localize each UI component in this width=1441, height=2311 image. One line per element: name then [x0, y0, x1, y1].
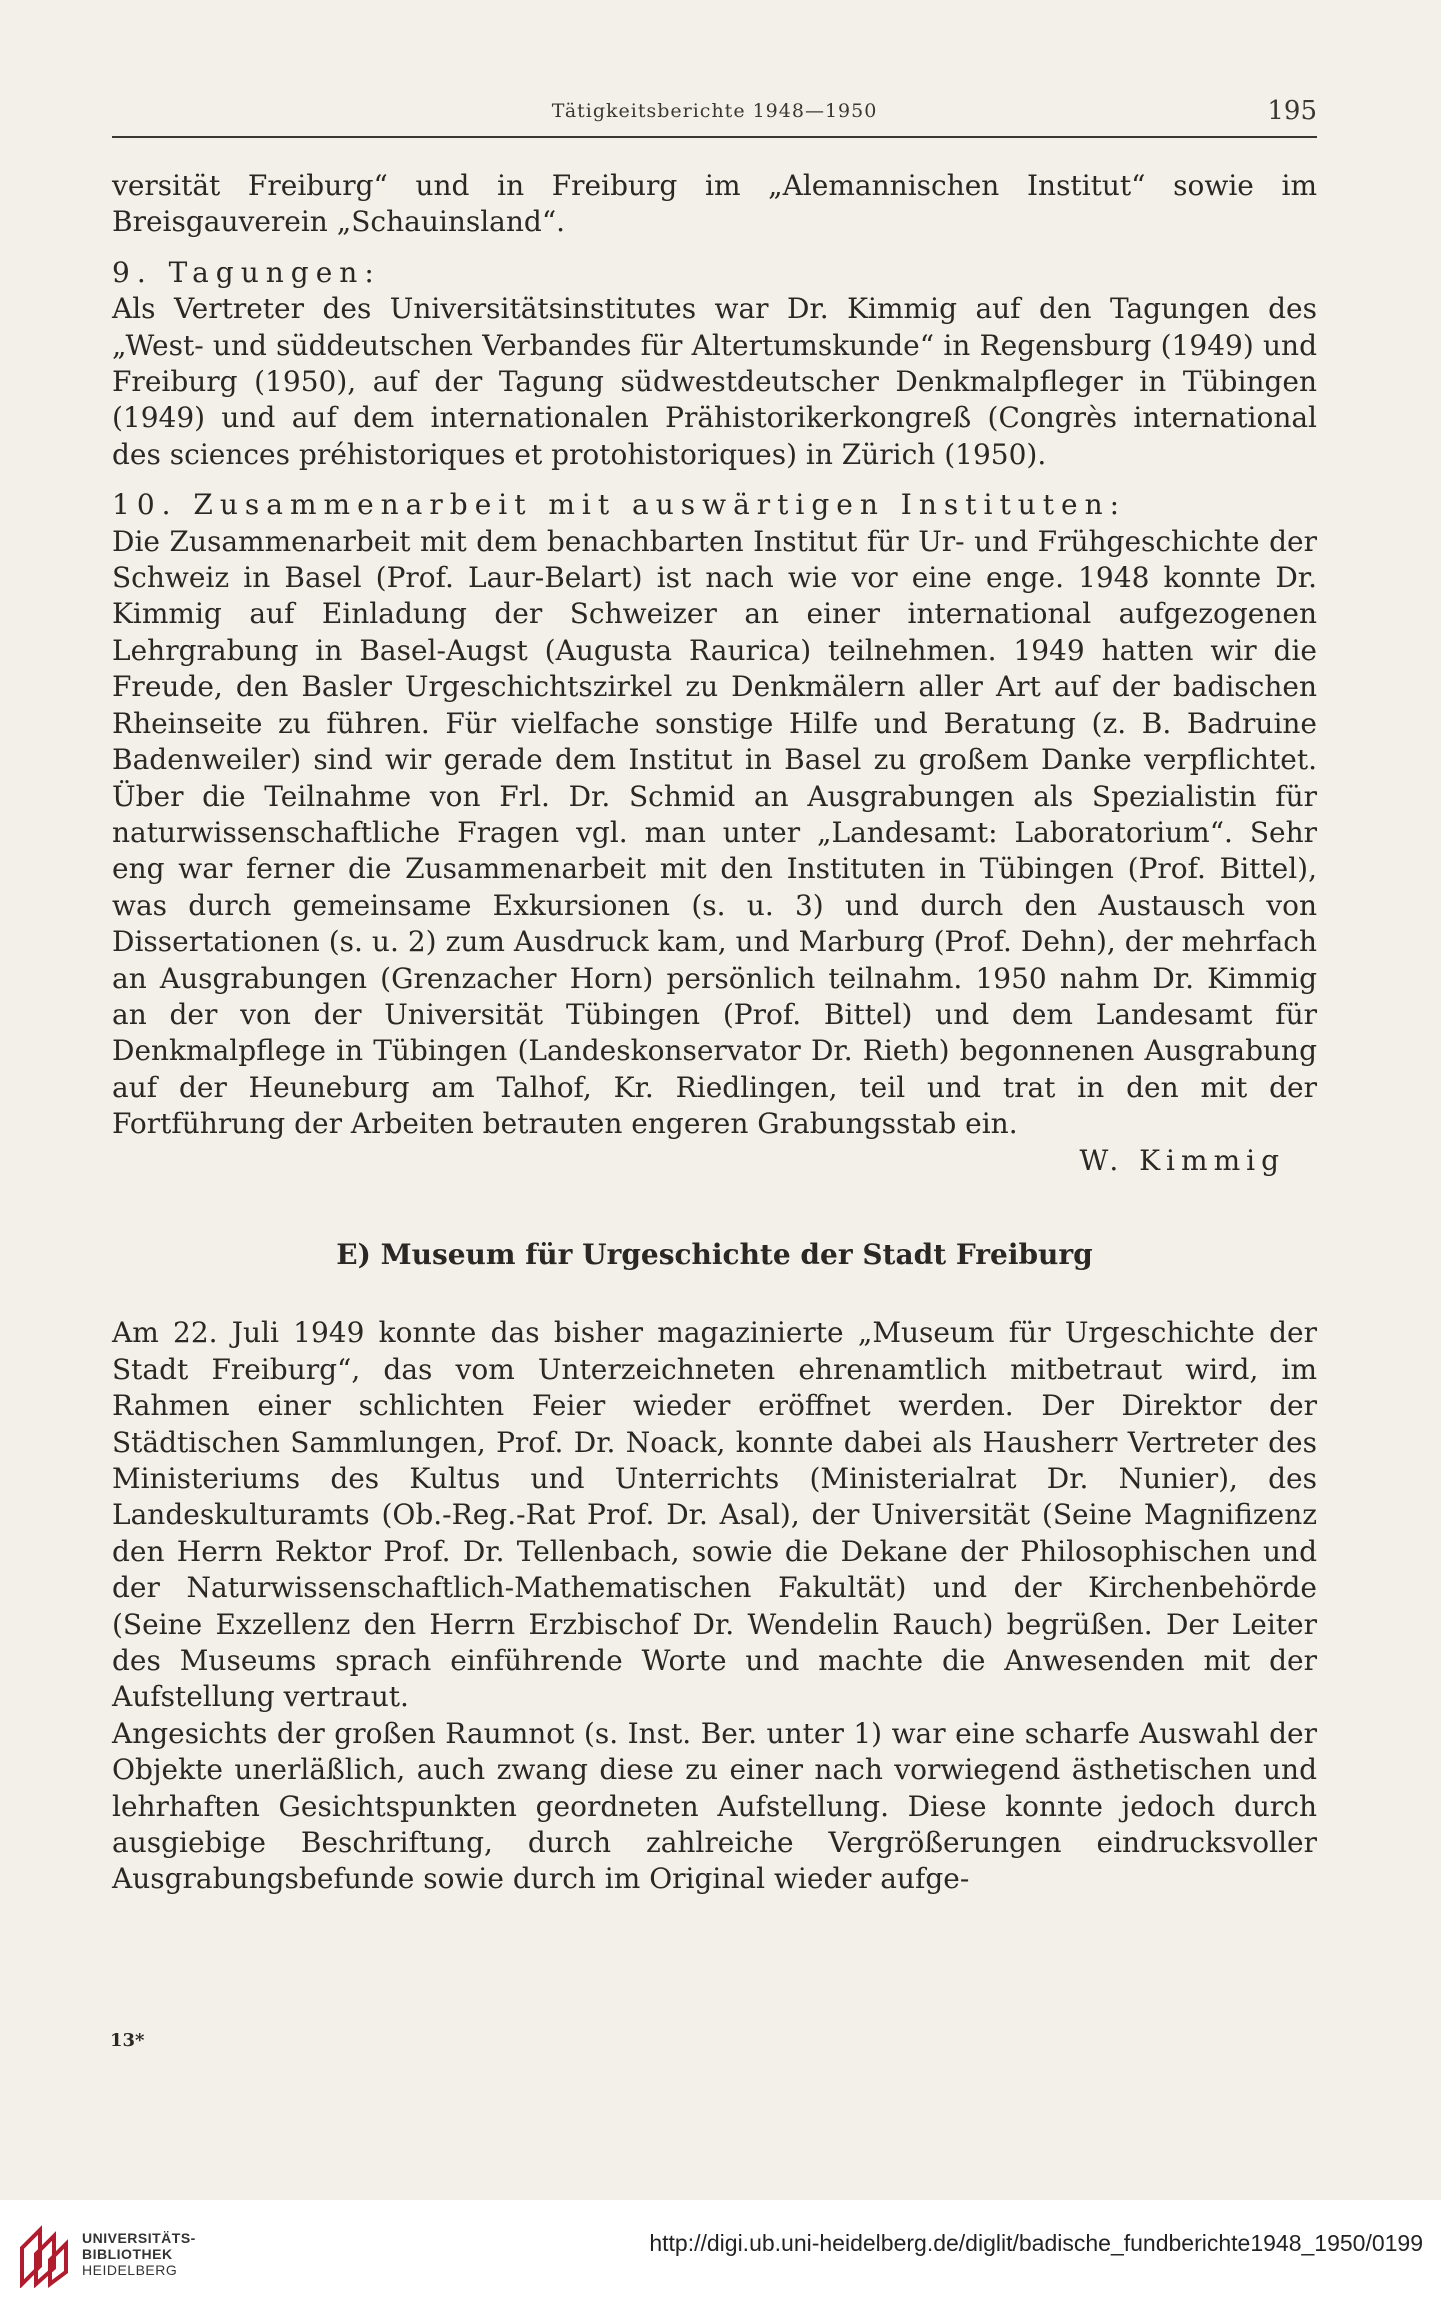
page-header — [112, 96, 1317, 138]
section-e-paragraph-2: Angesichts der großen Raumnot (s. Inst. Ber. unter 1) war eine scharfe Auswahl der Objekte unerläßlich, auch zwang diese zu einer nach vorwiegend ästhetischen und lehrhaften Gesichtspunkten geordneten Aufstellung. Diese konnte jedoch durch ausgiebige Beschriftung, durch zahlreiche Vergrößerungen eindrucksvoller Ausgrabungsbefunde sowie durch im Original wieder aufge- — [112, 1716, 1317, 1896]
section-e-paragraph-1: Am 22. Juli 1949 konnte das bisher magazinierte „Museum für Urgeschichte der Stadt Freiburg“, das vom Unterzeichneten ehrenamtlich mitbetraut wird, im Rahmen einer schlichten Feier wieder eröffnet werden. Der Direktor der Städtischen Sammlungen, Prof. Dr. Noack, konnte dabei als Hausherr Vertreter des Ministeriums des Kultus und Unterrichts (Ministerialrat Dr. Nunier), des Landeskulturamts (Ob.-Reg.-Rat Prof. Dr. Asal), der Universität (Seine Magnifizenz den Herrn Rektor Prof. Dr. Tellenbach, sowie die Dekane der Philosophischen und der Naturwissenschaftlich-Mathematischen Fakultät) und der Kirchenbehörde (Seine Exzellenz den Herrn Erzbischof Dr. Wendelin Rauch) begrüßen. Der Leiter des Museums sprach einführende Worte und machte die Anwesenden mit der Aufstellung vertraut. — [112, 1316, 1317, 1714]
page-number: 195 — [1267, 96, 1317, 126]
signature: W. Kimmig — [1079, 1143, 1285, 1177]
source-url-link[interactable]: http://digi.ub.uni-heidelberg.de/diglit/badische_fundberichte1948_1950/0199 — [649, 2230, 1423, 2256]
digitization-footer — [0, 2200, 1441, 2311]
library-line-1: UNIVERSITÄTS- — [82, 2230, 196, 2246]
section-9-heading: 9. Tagungen: — [112, 255, 381, 289]
page-body — [112, 168, 1317, 1898]
running-title: Tätigkeitsberichte 1948—1950 — [551, 100, 878, 122]
ub-heidelberg-logo-icon — [16, 2224, 72, 2288]
library-line-2: BIBLIOTHEK — [82, 2246, 173, 2262]
section-10-text: Die Zusammenarbeit mit dem benachbarten Institut für Ur- und Frühgeschichte der Schweiz in Basel (Prof. Laur-Belart) ist nach wie vor eine enge. 1948 konnte Dr. Kimmig auf Einladung der Schweizer an einer international aufgezogenen Lehrgrabung in Basel-Augst (Augusta Raurica) teilnehmen. 1949 hatten wir die Freude, den Basler Urgeschichtszirkel zu Denkmälern aller Art auf der badischen Rheinseite zu führen. Für vielfache sonstige Hilfe und Beratung (z. B. Badruine Badenweiler) sind wir gerade dem Institut in Basel zu großem Danke verpflichtet. Über die Teilnahme von Frl. Dr. Schmid an Ausgrabungen als Spezialistin für naturwissenschaftliche Fragen vgl. man unter „Landesamt: Laboratorium“. Sehr eng war ferner die Zusammenarbeit mit den Instituten in Tübingen (Prof. Bittel), was durch gemeinsame Exkursionen (s. u. 3) und durch den Austausch von Dissertationen (s. u. 2) zum Ausdruck kam, und Marburg (Prof. Dehn), der mehrfach an Ausgrabungen (Grenzacher Horn) persönlich teilnahm. 1950 nahm Dr. Kimmig an der von der Universität Tübingen (Prof. Bittel) und dem Landesamt für Denkmalpflege in Tübingen (Landeskonservator Dr. Rieth) begonnenen Ausgrabung auf der Heuneburg am Talhof, Kr. Riedlingen, teil und trat in den mit der Fortführung der Arbeiten betrauten engeren Grabungsstab ein. — [112, 524, 1317, 1141]
library-name — [82, 2230, 196, 2278]
signature-mark: 13* — [110, 2030, 145, 2051]
intro-paragraph: versität Freiburg“ und in Freiburg im „Alemannischen Institut“ sowie im Breisgauverein „Schauinsland“. — [112, 169, 1317, 239]
section-10-heading: 10. Zusammenarbeit mit auswärtigen Instituten: — [112, 488, 1127, 522]
library-line-3: HEIDELBERG — [82, 2262, 178, 2278]
section-9-text: Als Vertreter des Universitätsinstitutes war Dr. Kimmig auf den Tagungen des „West- und süddeutschen Verbandes für Altertumskunde“ in Regensburg (1949) und Freiburg (1950), auf der Tagung südwestdeutscher Denkmalpfleger in Tübingen (1949) und auf dem internationalen Prähistorikerkongreß (Congrès international des sciences préhistoriques et protohistoriques) in Zürich (1950). — [112, 292, 1317, 471]
section-e-title: E) Museum für Urgeschichte der Stadt Freiburg — [336, 1237, 1093, 1271]
